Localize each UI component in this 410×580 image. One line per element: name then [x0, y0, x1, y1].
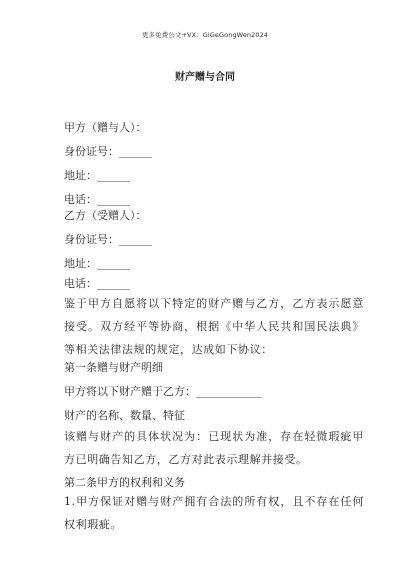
document-title: 财产赠与合同: [175, 72, 235, 83]
party-a-phone-field: 电话：______: [64, 193, 130, 206]
header-note: 更多免费公文+VX：GiGeGongWen2024: [141, 31, 269, 39]
party-b-address-field: 地址：______: [64, 257, 130, 270]
party-a-heading: 甲方（赠与人）：: [64, 121, 147, 134]
article-1-paragraph: 该赠与财产的具体状况为：已现状为准，存在轻微瑕疵甲方已明确告知乙方，乙方对此表示理解并接受。: [64, 430, 364, 466]
party-b-phone-field: 电话：______: [64, 277, 130, 290]
article-2-heading: 第二条甲方的权利和义务: [64, 476, 185, 489]
article-1-line-2: 财产的名称、数量、特征: [64, 409, 185, 422]
preamble-paragraph: 鉴于甲方自愿将以下特定的财产赠与乙方，乙方表示愿意接受。双方经平等协商，根据《中华人民共和国民法典》等相关法律法规的规定，达成如下协议：: [64, 297, 364, 356]
party-a-id-field: 身份证号：______: [64, 145, 152, 158]
article-2-paragraph: 1.甲方保证对赠与财产拥有合法的所有权，且不存在任何权利瑕疵。: [64, 495, 364, 531]
article-1-heading: 第一条赠与财产明细: [64, 361, 163, 374]
party-a-address-field: 地址：______: [64, 169, 130, 182]
article-1-line-1: 甲方将以下财产赠于乙方：____________: [64, 385, 262, 398]
party-b-heading: 乙方（受赠人）：: [64, 209, 147, 222]
party-b-id-field: 身份证号：______: [64, 233, 152, 246]
